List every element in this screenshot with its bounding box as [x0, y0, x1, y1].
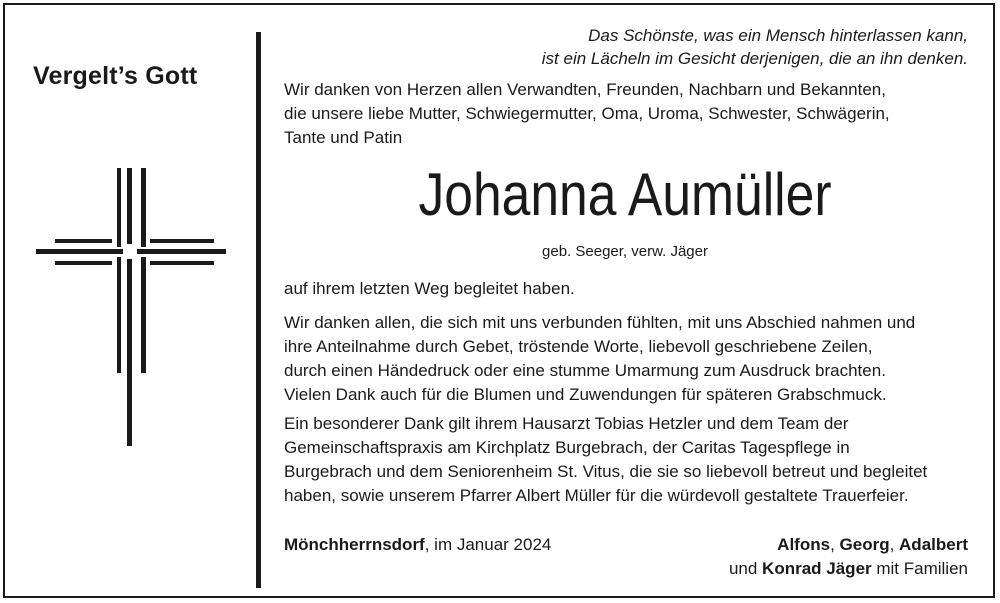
signer-separator: ,	[889, 535, 900, 554]
signers	[729, 533, 968, 581]
paragraph-line: ihre Anteilnahme durch Gebet, tröstende Worte, liebevoll geschriebene Zeilen,	[284, 337, 873, 356]
intro-text	[284, 78, 890, 150]
quote-line: Das Schönste, was ein Mensch hinterlassen kann,	[588, 26, 968, 45]
paragraph-line: durch einen Händedruck oder eine stumme Umarmung zum Ausdruck brachten.	[284, 361, 886, 380]
paragraph-line: haben, sowie unserem Pfarrer Albert Müller für die würdevoll gestaltete Trauerfeier.	[284, 486, 909, 505]
place-date-text: , im Januar 2024	[424, 535, 552, 554]
signer-name: Adalbert	[899, 535, 968, 554]
place-town: Mönchherrnsdorf	[284, 535, 425, 554]
paragraph-line: Ein besonderer Dank gilt ihrem Hausarzt Tobias Hetzler und dem Team der	[284, 414, 849, 433]
signer-name: Alfons	[777, 535, 831, 554]
paragraph-special-thanks	[284, 412, 927, 508]
signers-line-1	[729, 533, 968, 557]
quote	[542, 24, 968, 70]
signers-line-2	[729, 557, 968, 581]
signer-separator: ,	[830, 535, 840, 554]
signer-suffix: mit Familien	[871, 559, 968, 578]
intro-line: Tante und Patin	[284, 128, 403, 147]
paragraph-line: Burgebrach und dem Seniorenheim St. Vitus, die sie so liebevoll betreut und begleitet	[284, 462, 928, 481]
deceased-name: Johanna Aumüller	[418, 161, 832, 228]
paragraph-line: Gemeinschaftspraxis am Kirchplatz Burgebrach, der Caritas Tagespflege in	[284, 438, 850, 457]
paragraph-line: Vielen Dank auch für die Blumen und Zuwendungen für späteren Grabschmuck.	[284, 385, 887, 404]
vertical-divider	[256, 32, 261, 588]
signer-name: Konrad Jäger	[762, 559, 872, 578]
paragraph-line: Wir danken allen, die sich mit uns verbunden fühlten, mit uns Abschied nahmen und	[284, 313, 916, 332]
cross-icon	[0, 0, 240, 460]
signer-name: Georg	[839, 535, 890, 554]
quote-line: ist ein Lächeln im Gesicht derjenigen, die an ihn denken.	[541, 49, 968, 68]
paragraph-accompanied	[284, 277, 575, 301]
place-date	[284, 533, 551, 557]
signer-prefix: und	[728, 559, 763, 578]
intro-line: die unsere liebe Mutter, Schwiegermutter, Oma, Uroma, Schwester, Schwägerin,	[284, 104, 890, 123]
paragraph-line: auf ihrem letzten Weg begleitet haben.	[284, 279, 575, 298]
intro-line: Wir danken von Herzen allen Verwandten, Freunden, Nachbarn und Bekannten,	[284, 80, 886, 99]
birth-names: geb. Seeger, verw. Jäger	[542, 243, 708, 260]
heading: Vergelt’s Gott	[33, 62, 198, 90]
paragraph-thanks	[284, 311, 915, 407]
